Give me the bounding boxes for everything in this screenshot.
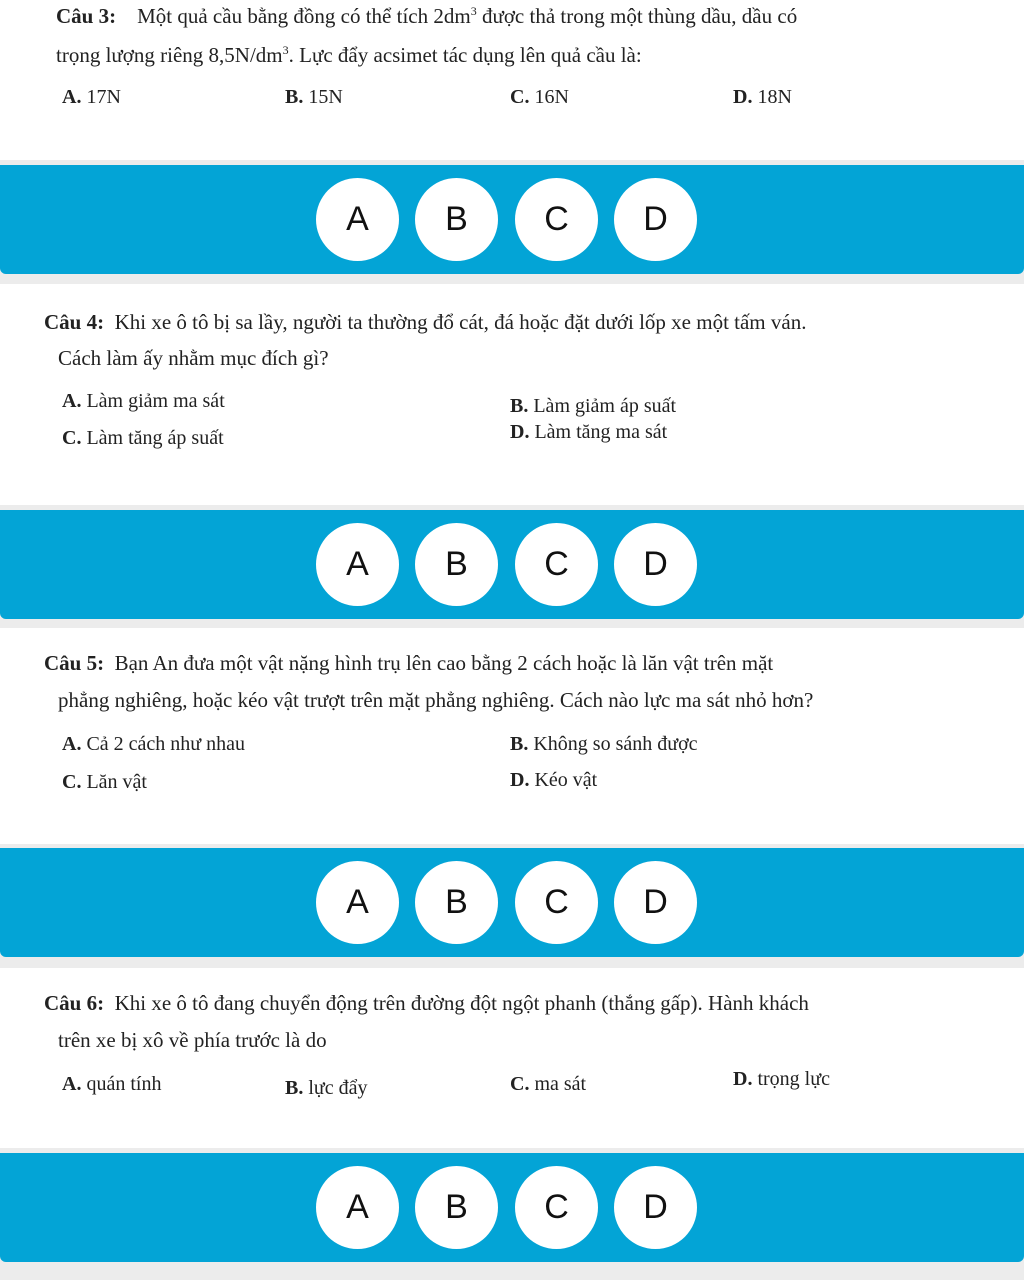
option-text: quán tính [81,1073,162,1095]
option-text: 15N [303,86,343,108]
answer-button-c[interactable]: C [515,861,598,944]
option-text: 16N [529,86,569,108]
option-d [510,770,597,790]
question-card-4 [0,284,1024,505]
option-c [510,87,569,107]
question-text-line1 [56,6,797,27]
option-text: Làm giảm ma sát [81,390,225,412]
question-text: Khi xe ô tô bị sa lầy, người ta thường đổ cát, đá hoặc đặt dưới lốp xe một tấm ván. [114,310,807,334]
option-letter: D. [510,421,530,443]
answer-button-b[interactable]: B [415,523,498,606]
option-letter: C. [510,1073,530,1095]
option-d [733,87,792,107]
option-text: 18N [752,86,792,108]
question-card-6 [0,968,1024,1148]
answer-button-c[interactable]: C [515,523,598,606]
answer-band-5 [0,848,1024,957]
option-a [62,1074,161,1094]
question-text-line1 [44,653,773,674]
answer-button-d[interactable]: D [614,523,697,606]
option-text: Làm tăng ma sát [529,421,668,443]
option-a [62,734,245,754]
question-number: Câu 3: [56,4,117,28]
option-d [733,1069,830,1089]
question-number: Câu 5: [44,651,105,675]
question-text: Cách làm ấy nhằm mục đích gì? [58,346,329,370]
answer-button-a[interactable]: A [316,1166,399,1249]
superscript: 3 [470,4,477,18]
answer-button-c[interactable]: C [515,1166,598,1249]
question-text-line1 [44,312,806,333]
answer-button-d[interactable]: D [614,861,697,944]
option-d [510,422,667,442]
question-text-line2 [56,45,642,66]
answer-button-d[interactable]: D [614,1166,697,1249]
option-a [62,391,225,411]
option-letter: B. [510,395,529,417]
option-c [62,428,224,448]
question-text: . Lực đẩy acsimet tác dụng lên quả cầu là: [288,43,642,67]
option-b [285,87,343,107]
option-letter: A. [62,390,82,412]
question-text: Một quả cầu bằng đồng có thể tích 2dm [137,4,471,28]
answer-band-6 [0,1153,1024,1262]
option-text: lực đẩy [303,1077,368,1099]
question-text-line2 [58,348,329,369]
question-text: trên xe bị xô về phía trước là do [58,1028,327,1052]
option-letter: B. [285,86,304,108]
question-card-5 [0,628,1024,844]
superscript: 3 [282,43,289,57]
option-text: Làm giảm áp suất [528,395,677,417]
question-text: Khi xe ô tô đang chuyển động trên đường đột ngột phanh (thắng gấp). Hành khách [114,991,809,1015]
option-letter: A. [62,733,82,755]
option-letter: A. [62,86,82,108]
answer-band-3 [0,165,1024,274]
answer-button-a[interactable]: A [316,178,399,261]
question-text: trọng lượng riêng 8,5N/dm [56,43,283,67]
question-text: phẳng nghiêng, hoặc kéo vật trượt trên mặt phẳng nghiêng. Cách nào lực ma sát nhỏ hơn? [58,688,814,712]
option-letter: B. [510,733,529,755]
option-a [62,87,121,107]
question-text-line2 [58,1030,327,1051]
option-text: Lăn vật [81,771,147,793]
answer-button-c[interactable]: C [515,178,598,261]
question-text-line2 [58,690,813,711]
option-c [62,772,147,792]
option-letter: C. [62,427,82,449]
option-letter: A. [62,1073,82,1095]
answer-band-4 [0,510,1024,619]
option-letter: C. [62,771,82,793]
question-card-3 [0,0,1024,160]
option-letter: C. [510,86,530,108]
option-b [285,1078,368,1098]
option-letter: D. [510,769,530,791]
option-b [510,734,698,754]
answer-button-b[interactable]: B [415,861,498,944]
option-text: Kéo vật [529,769,598,791]
option-text: trọng lực [752,1068,830,1090]
option-text: Làm tăng áp suất [81,427,224,449]
answer-button-a[interactable]: A [316,523,399,606]
question-text: Bạn An đưa một vật nặng hình trụ lên cao bằng 2 cách hoặc là lăn vật trên mặt [114,651,774,675]
option-letter: B. [285,1077,304,1099]
question-text: được thả trong một thùng dầu, dầu có [476,4,798,28]
option-c [510,1074,586,1094]
option-letter: D. [733,86,753,108]
option-letter: D. [733,1068,753,1090]
answer-button-b[interactable]: B [415,1166,498,1249]
option-text: Cả 2 cách như nhau [81,733,246,755]
question-text-line1 [44,993,809,1014]
question-number: Câu 6: [44,991,105,1015]
answer-button-a[interactable]: A [316,861,399,944]
answer-button-b[interactable]: B [415,178,498,261]
question-number: Câu 4: [44,310,105,334]
option-b [510,396,676,416]
option-text: ma sát [529,1073,587,1095]
answer-button-d[interactable]: D [614,178,697,261]
option-text: Không so sánh được [528,733,698,755]
option-text: 17N [81,86,121,108]
